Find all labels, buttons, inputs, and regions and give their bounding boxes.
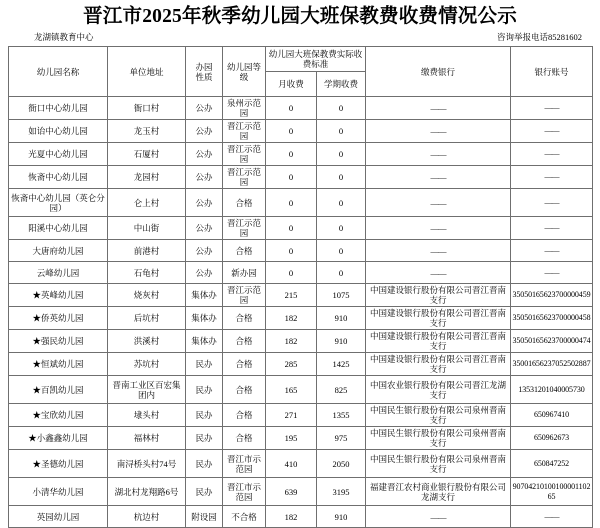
cell-address: 中山街 bbox=[108, 217, 186, 240]
cell-kindergarten-name: ★圣德幼儿园 bbox=[9, 450, 108, 478]
cell-fee-term: 0 bbox=[317, 189, 366, 217]
cell-fee-month: 0 bbox=[266, 217, 317, 240]
table-row bbox=[9, 97, 593, 120]
cell-address: 龙玉村 bbox=[108, 120, 186, 143]
cell-kindergarten-name: ★宝欣幼儿园 bbox=[9, 404, 108, 427]
cell-address: 仑上村 bbox=[108, 189, 186, 217]
col-header-fee-group: 幼儿园大班保教费实际收费标准 bbox=[266, 47, 366, 72]
cell-account: —— bbox=[511, 97, 593, 120]
cell-address: 晋南工业区百宏集团内 bbox=[108, 376, 186, 404]
cell-type: 公办 bbox=[186, 166, 223, 189]
cell-address: 苏坑村 bbox=[108, 353, 186, 376]
cell-grade: 合格 bbox=[223, 353, 266, 376]
cell-address: 洪溪村 bbox=[108, 330, 186, 353]
cell-fee-term: 910 bbox=[317, 307, 366, 330]
cell-address: 衙口村 bbox=[108, 97, 186, 120]
cell-address: 南浔桥头村74号 bbox=[108, 450, 186, 478]
cell-type: 公办 bbox=[186, 240, 223, 262]
cell-type: 民办 bbox=[186, 427, 223, 450]
cell-type: 民办 bbox=[186, 478, 223, 506]
cell-kindergarten-name: 阳溪中心幼儿园 bbox=[9, 217, 108, 240]
table-row bbox=[9, 120, 593, 143]
cell-kindergarten-name: 恢斋中心幼儿园 bbox=[9, 166, 108, 189]
cell-type: 公办 bbox=[186, 262, 223, 284]
cell-bank: —— bbox=[366, 189, 511, 217]
issuing-org-label: 龙湖镇教育中心 bbox=[34, 32, 94, 42]
cell-fee-month: 0 bbox=[266, 143, 317, 166]
cell-kindergarten-name: 大唐府幼儿园 bbox=[9, 240, 108, 262]
cell-fee-month: 182 bbox=[266, 307, 317, 330]
cell-fee-term: 910 bbox=[317, 506, 366, 528]
cell-fee-month: 0 bbox=[266, 97, 317, 120]
col-header-address: 单位地址 bbox=[108, 47, 186, 97]
cell-grade: 合格 bbox=[223, 330, 266, 353]
cell-account: —— bbox=[511, 240, 593, 262]
cell-fee-month: 639 bbox=[266, 478, 317, 506]
cell-address: 龙园村 bbox=[108, 166, 186, 189]
col-header-grade: 幼儿园等级 bbox=[223, 47, 266, 97]
cell-bank: —— bbox=[366, 120, 511, 143]
cell-fee-term: 0 bbox=[317, 120, 366, 143]
cell-address: 杭边村 bbox=[108, 506, 186, 528]
cell-account: —— bbox=[511, 189, 593, 217]
cell-kindergarten-name: 光夏中心幼儿园 bbox=[9, 143, 108, 166]
col-header-fee-month: 月收费 bbox=[266, 72, 317, 97]
cell-bank: 中国建设银行股份有限公司晋江晋南支行 bbox=[366, 330, 511, 353]
cell-bank: —— bbox=[366, 506, 511, 528]
table-row bbox=[9, 166, 593, 189]
cell-type: 公办 bbox=[186, 97, 223, 120]
cell-account: —— bbox=[511, 120, 593, 143]
cell-grade: 晋江示范园 bbox=[223, 284, 266, 307]
cell-fee-month: 410 bbox=[266, 450, 317, 478]
cell-fee-month: 0 bbox=[266, 166, 317, 189]
cell-grade: 合格 bbox=[223, 427, 266, 450]
cell-account: 650967410 bbox=[511, 404, 593, 427]
cell-fee-term: 0 bbox=[317, 217, 366, 240]
cell-type: 民办 bbox=[186, 353, 223, 376]
col-header-name: 幼儿园名称 bbox=[9, 47, 108, 97]
cell-account: —— bbox=[511, 166, 593, 189]
col-header-bank: 缴费银行 bbox=[366, 47, 511, 97]
cell-type: 集体办 bbox=[186, 330, 223, 353]
cell-account: 35050165623700000474 bbox=[511, 330, 593, 353]
cell-fee-month: 0 bbox=[266, 120, 317, 143]
cell-bank: —— bbox=[366, 262, 511, 284]
page-title-text: 晋江市2025年秋季幼儿园大班保教费收费情况公示 bbox=[83, 6, 517, 27]
cell-kindergarten-name: ★小鑫鑫幼儿园 bbox=[9, 427, 108, 450]
cell-account: —— bbox=[511, 217, 593, 240]
cell-bank: —— bbox=[366, 217, 511, 240]
cell-bank: 中国民生银行股份有限公司泉州晋南支行 bbox=[366, 427, 511, 450]
cell-grade: 新办园 bbox=[223, 262, 266, 284]
cell-type: 集体办 bbox=[186, 307, 223, 330]
cell-fee-term: 975 bbox=[317, 427, 366, 450]
cell-fee-term: 825 bbox=[317, 376, 366, 404]
col-header-type bbox=[186, 47, 223, 97]
cell-grade: 合格 bbox=[223, 307, 266, 330]
page-title bbox=[8, 4, 592, 31]
report-hotline-label: 咨询举报电话85281602 bbox=[496, 32, 582, 42]
cell-type: 民办 bbox=[186, 404, 223, 427]
cell-account: 35050165623700000458 bbox=[511, 307, 593, 330]
cell-bank: —— bbox=[366, 240, 511, 262]
table-row bbox=[9, 450, 593, 478]
cell-type: 民办 bbox=[186, 376, 223, 404]
table-row bbox=[9, 506, 593, 528]
cell-kindergarten-name: 英园幼儿园 bbox=[9, 506, 108, 528]
cell-fee-term: 1425 bbox=[317, 353, 366, 376]
cell-kindergarten-name: 衙口中心幼儿园 bbox=[9, 97, 108, 120]
cell-address: 烧灰村 bbox=[108, 284, 186, 307]
cell-fee-term: 910 bbox=[317, 330, 366, 353]
cell-account: —— bbox=[511, 506, 593, 528]
cell-grade: 不合格 bbox=[223, 506, 266, 528]
cell-account: 35001656237052502887 bbox=[511, 353, 593, 376]
table-header bbox=[9, 47, 593, 97]
col-header-account: 银行账号 bbox=[511, 47, 593, 97]
cell-bank: 中国建设银行股份有限公司晋江晋南支行 bbox=[366, 353, 511, 376]
cell-type: 公办 bbox=[186, 189, 223, 217]
cell-address: 埭头村 bbox=[108, 404, 186, 427]
cell-fee-term: 0 bbox=[317, 143, 366, 166]
table-row bbox=[9, 478, 593, 506]
cell-account: 35050165623700000459 bbox=[511, 284, 593, 307]
cell-type: 集体办 bbox=[186, 284, 223, 307]
cell-bank: —— bbox=[366, 97, 511, 120]
table-row bbox=[9, 217, 593, 240]
cell-bank: 中国农业银行股份有限公司晋江龙湖支行 bbox=[366, 376, 511, 404]
cell-account: 9070421010010000110265 bbox=[511, 478, 593, 506]
cell-fee-term: 1355 bbox=[317, 404, 366, 427]
cell-account: —— bbox=[511, 143, 593, 166]
cell-bank: 中国建设银行股份有限公司晋江晋南支行 bbox=[366, 284, 511, 307]
cell-fee-month: 182 bbox=[266, 506, 317, 528]
cell-bank: 中国民生银行股份有限公司泉州晋南支行 bbox=[366, 404, 511, 427]
cell-kindergarten-name: 恢斋中心幼儿园（英仑分园） bbox=[9, 189, 108, 217]
cell-account: 650847252 bbox=[511, 450, 593, 478]
cell-account: —— bbox=[511, 262, 593, 284]
cell-grade: 晋江示范园 bbox=[223, 143, 266, 166]
cell-kindergarten-name: ★英峰幼儿园 bbox=[9, 284, 108, 307]
cell-fee-term: 0 bbox=[317, 97, 366, 120]
cell-address: 前港村 bbox=[108, 240, 186, 262]
cell-grade: 晋江市示范园 bbox=[223, 478, 266, 506]
cell-fee-month: 215 bbox=[266, 284, 317, 307]
cell-grade: 合格 bbox=[223, 404, 266, 427]
table-row bbox=[9, 189, 593, 217]
table-row bbox=[9, 353, 593, 376]
cell-type: 公办 bbox=[186, 120, 223, 143]
cell-fee-month: 165 bbox=[266, 376, 317, 404]
table-row bbox=[9, 404, 593, 427]
fee-disclosure-table bbox=[8, 46, 593, 528]
cell-fee-term: 0 bbox=[317, 262, 366, 284]
table-row bbox=[9, 376, 593, 404]
cell-account: 650962673 bbox=[511, 427, 593, 450]
cell-address: 后坑村 bbox=[108, 307, 186, 330]
cell-type: 民办 bbox=[186, 450, 223, 478]
cell-kindergarten-name: ★百凯幼儿园 bbox=[9, 376, 108, 404]
table-row bbox=[9, 262, 593, 284]
col-header-type-line1: 办园 bbox=[195, 61, 213, 72]
cell-grade: 晋江示范园 bbox=[223, 120, 266, 143]
cell-kindergarten-name: ★侨英幼儿园 bbox=[9, 307, 108, 330]
cell-account: 13531201040005730 bbox=[511, 376, 593, 404]
table-row bbox=[9, 330, 593, 353]
cell-fee-month: 182 bbox=[266, 330, 317, 353]
cell-fee-month: 0 bbox=[266, 189, 317, 217]
cell-fee-month: 0 bbox=[266, 240, 317, 262]
cell-kindergarten-name: 云峰幼儿园 bbox=[9, 262, 108, 284]
cell-address: 石厦村 bbox=[108, 143, 186, 166]
cell-grade: 泉州示范园 bbox=[223, 97, 266, 120]
cell-fee-term: 0 bbox=[317, 166, 366, 189]
table-row bbox=[9, 307, 593, 330]
cell-fee-month: 0 bbox=[266, 262, 317, 284]
cell-address: 湖北村龙翔路6号 bbox=[108, 478, 186, 506]
cell-fee-term: 3195 bbox=[317, 478, 366, 506]
cell-address: 福林村 bbox=[108, 427, 186, 450]
cell-fee-term: 1075 bbox=[317, 284, 366, 307]
cell-address: 石龟村 bbox=[108, 262, 186, 284]
cell-kindergarten-name: ★强民幼儿园 bbox=[9, 330, 108, 353]
cell-grade: 合格 bbox=[223, 376, 266, 404]
cell-type: 附设园 bbox=[186, 506, 223, 528]
table-row bbox=[9, 240, 593, 262]
cell-kindergarten-name: 小清华幼儿园 bbox=[9, 478, 108, 506]
cell-bank: —— bbox=[366, 143, 511, 166]
cell-bank: —— bbox=[366, 166, 511, 189]
cell-grade: 合格 bbox=[223, 189, 266, 217]
cell-kindergarten-name: 如诒中心幼儿园 bbox=[9, 120, 108, 143]
col-header-type-line2: 性质 bbox=[195, 71, 213, 82]
cell-grade: 晋江市示范园 bbox=[223, 450, 266, 478]
table-row bbox=[9, 427, 593, 450]
cell-fee-month: 271 bbox=[266, 404, 317, 427]
cell-bank: 福建晋江农村商业银行股份有限公司龙湖支行 bbox=[366, 478, 511, 506]
cell-fee-term: 2050 bbox=[317, 450, 366, 478]
cell-bank: 中国民生银行股份有限公司泉州晋南支行 bbox=[366, 450, 511, 478]
cell-fee-term: 0 bbox=[317, 240, 366, 262]
col-header-fee-term: 学期收费 bbox=[317, 72, 366, 97]
cell-grade: 晋江示范园 bbox=[223, 217, 266, 240]
cell-grade: 晋江示范园 bbox=[223, 166, 266, 189]
cell-type: 公办 bbox=[186, 143, 223, 166]
table-row bbox=[9, 284, 593, 307]
table-body bbox=[9, 97, 593, 528]
cell-fee-month: 285 bbox=[266, 353, 317, 376]
cell-fee-month: 195 bbox=[266, 427, 317, 450]
table-row bbox=[9, 143, 593, 166]
cell-grade: 合格 bbox=[223, 240, 266, 262]
cell-kindergarten-name: ★恒斌幼儿园 bbox=[9, 353, 108, 376]
cell-type: 公办 bbox=[186, 217, 223, 240]
cell-bank: 中国建设银行股份有限公司晋江晋南支行 bbox=[366, 307, 511, 330]
subheader-row bbox=[8, 31, 592, 46]
